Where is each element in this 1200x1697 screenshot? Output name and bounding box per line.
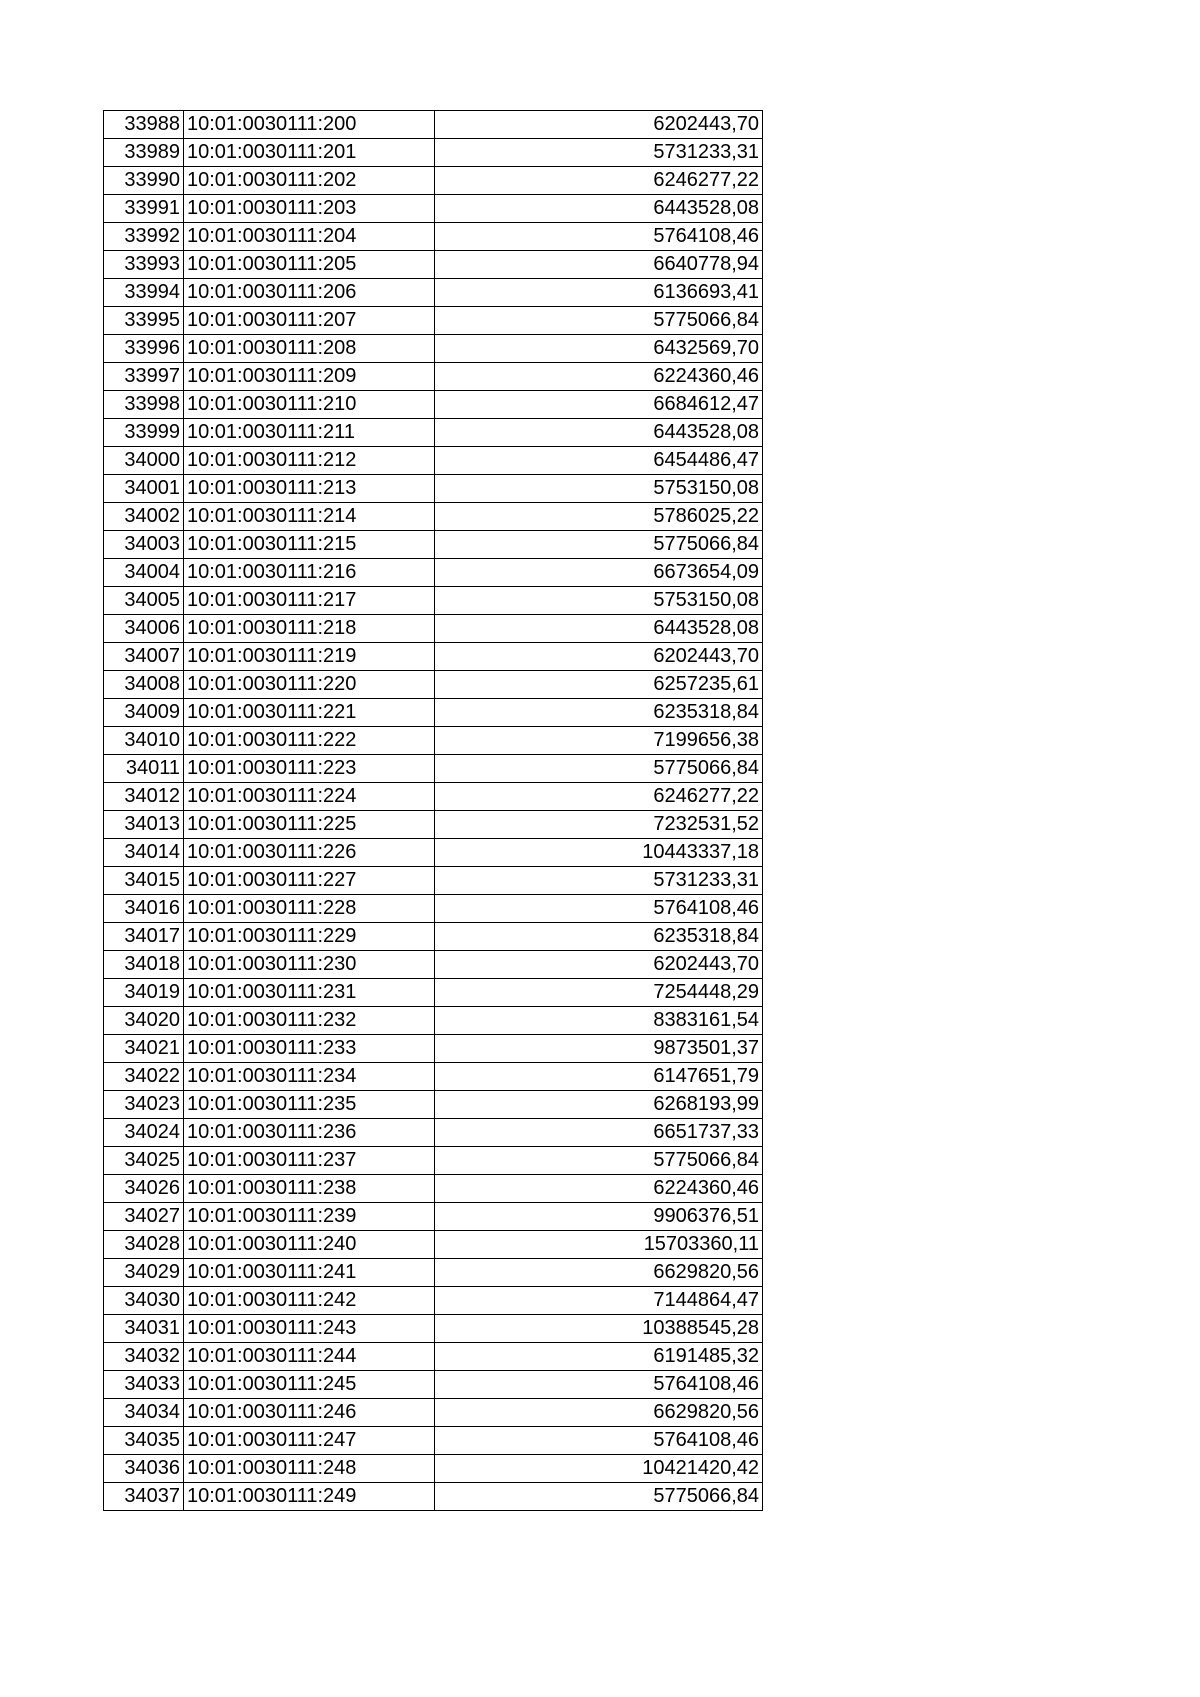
- cadastral-number-cell: 10:01:0030111:242: [184, 1287, 435, 1315]
- cadastral-number-cell: 10:01:0030111:217: [184, 587, 435, 615]
- cadastral-number-cell: 10:01:0030111:237: [184, 1147, 435, 1175]
- cadastral-value-cell: 5764108,46: [435, 1427, 763, 1455]
- row-number-cell: 34001: [104, 475, 184, 503]
- row-number-cell: 34004: [104, 559, 184, 587]
- table-row: [104, 531, 763, 559]
- cadastral-value-cell: 6202443,70: [435, 643, 763, 671]
- cadastral-number-cell: 10:01:0030111:207: [184, 307, 435, 335]
- cadastral-number-cell: 10:01:0030111:229: [184, 923, 435, 951]
- row-number-cell: 34022: [104, 1063, 184, 1091]
- row-number-cell: 33988: [104, 111, 184, 139]
- cadastral-value-cell: 5753150,08: [435, 475, 763, 503]
- cadastral-number-cell: 10:01:0030111:249: [184, 1483, 435, 1511]
- cadastral-number-cell: 10:01:0030111:227: [184, 867, 435, 895]
- row-number-cell: 33993: [104, 251, 184, 279]
- cadastral-value-cell: 5753150,08: [435, 587, 763, 615]
- cadastral-value-cell: 10421420,42: [435, 1455, 763, 1483]
- cadastral-value-cell: 6629820,56: [435, 1399, 763, 1427]
- row-number-cell: 34035: [104, 1427, 184, 1455]
- cadastral-number-cell: 10:01:0030111:226: [184, 839, 435, 867]
- cadastral-value-cell: 9873501,37: [435, 1035, 763, 1063]
- cadastral-value-cell: 6246277,22: [435, 783, 763, 811]
- table-row: [104, 615, 763, 643]
- row-number-cell: 34020: [104, 1007, 184, 1035]
- cadastral-number-cell: 10:01:0030111:215: [184, 531, 435, 559]
- cadastral-number-cell: 10:01:0030111:201: [184, 139, 435, 167]
- cadastral-value-cell: 6235318,84: [435, 699, 763, 727]
- cadastral-number-cell: 10:01:0030111:210: [184, 391, 435, 419]
- table-row: [104, 895, 763, 923]
- row-number-cell: 34002: [104, 503, 184, 531]
- cadastral-value-cell: 6443528,08: [435, 195, 763, 223]
- row-number-cell: 34025: [104, 1147, 184, 1175]
- cadastral-value-cell: 7144864,47: [435, 1287, 763, 1315]
- cadastral-value-cell: 5764108,46: [435, 1371, 763, 1399]
- cadastral-number-cell: 10:01:0030111:219: [184, 643, 435, 671]
- cadastral-number-cell: 10:01:0030111:240: [184, 1231, 435, 1259]
- row-number-cell: 33999: [104, 419, 184, 447]
- row-number-cell: 34014: [104, 839, 184, 867]
- row-number-cell: 34037: [104, 1483, 184, 1511]
- cadastral-number-cell: 10:01:0030111:239: [184, 1203, 435, 1231]
- cadastral-number-cell: 10:01:0030111:243: [184, 1315, 435, 1343]
- table-row: [104, 139, 763, 167]
- table-row: [104, 1147, 763, 1175]
- table-row: [104, 839, 763, 867]
- cadastral-number-cell: 10:01:0030111:204: [184, 223, 435, 251]
- row-number-cell: 34032: [104, 1343, 184, 1371]
- table-row: [104, 335, 763, 363]
- cadastral-number-cell: 10:01:0030111:241: [184, 1259, 435, 1287]
- cadastral-value-cell: 6684612,47: [435, 391, 763, 419]
- row-number-cell: 34009: [104, 699, 184, 727]
- cadastral-number-cell: 10:01:0030111:234: [184, 1063, 435, 1091]
- cadastral-number-cell: 10:01:0030111:220: [184, 671, 435, 699]
- table-row: [104, 1063, 763, 1091]
- cadastral-number-cell: 10:01:0030111:221: [184, 699, 435, 727]
- cadastral-value-cell: 6454486,47: [435, 447, 763, 475]
- table-row: [104, 195, 763, 223]
- table-row: [104, 1399, 763, 1427]
- cadastral-number-cell: 10:01:0030111:203: [184, 195, 435, 223]
- cadastral-number-cell: 10:01:0030111:206: [184, 279, 435, 307]
- table-row: [104, 1427, 763, 1455]
- row-number-cell: 34000: [104, 447, 184, 475]
- table-row: [104, 1371, 763, 1399]
- cadastral-number-cell: 10:01:0030111:223: [184, 755, 435, 783]
- row-number-cell: 33992: [104, 223, 184, 251]
- cadastral-number-cell: 10:01:0030111:236: [184, 1119, 435, 1147]
- row-number-cell: 34006: [104, 615, 184, 643]
- cadastral-number-cell: 10:01:0030111:211: [184, 419, 435, 447]
- row-number-cell: 34027: [104, 1203, 184, 1231]
- cadastral-number-cell: 10:01:0030111:214: [184, 503, 435, 531]
- table-body: [104, 111, 763, 1511]
- row-number-cell: 34019: [104, 979, 184, 1007]
- row-number-cell: 34033: [104, 1371, 184, 1399]
- table-row: [104, 699, 763, 727]
- table-row: [104, 923, 763, 951]
- table-row: [104, 1455, 763, 1483]
- cadastral-value-cell: 6246277,22: [435, 167, 763, 195]
- cadastral-value-cell: 9906376,51: [435, 1203, 763, 1231]
- row-number-cell: 33997: [104, 363, 184, 391]
- cadastral-number-cell: 10:01:0030111:222: [184, 727, 435, 755]
- table-row: [104, 1119, 763, 1147]
- cadastral-number-cell: 10:01:0030111:224: [184, 783, 435, 811]
- cadastral-value-cell: 5775066,84: [435, 1147, 763, 1175]
- cadastral-value-cell: 6432569,70: [435, 335, 763, 363]
- table-row: [104, 307, 763, 335]
- table-row: [104, 1175, 763, 1203]
- row-number-cell: 34030: [104, 1287, 184, 1315]
- table-row: [104, 1231, 763, 1259]
- row-number-cell: 34013: [104, 811, 184, 839]
- row-number-cell: 34012: [104, 783, 184, 811]
- table-row: [104, 1315, 763, 1343]
- row-number-cell: 34011: [104, 755, 184, 783]
- table-row: [104, 1035, 763, 1063]
- table-row: [104, 475, 763, 503]
- table-row: [104, 419, 763, 447]
- cadastral-number-cell: 10:01:0030111:228: [184, 895, 435, 923]
- row-number-cell: 34036: [104, 1455, 184, 1483]
- cadastral-number-cell: 10:01:0030111:248: [184, 1455, 435, 1483]
- cadastral-value-cell: 7232531,52: [435, 811, 763, 839]
- row-number-cell: 34029: [104, 1259, 184, 1287]
- cadastral-value-table: [103, 110, 763, 1511]
- row-number-cell: 34008: [104, 671, 184, 699]
- table-row: [104, 111, 763, 139]
- row-number-cell: 33989: [104, 139, 184, 167]
- cadastral-value-cell: 5775066,84: [435, 307, 763, 335]
- table-row: [104, 1007, 763, 1035]
- table-row: [104, 503, 763, 531]
- cadastral-number-cell: 10:01:0030111:231: [184, 979, 435, 1007]
- cadastral-value-cell: 6191485,32: [435, 1343, 763, 1371]
- table-row: [104, 251, 763, 279]
- cadastral-value-cell: 5764108,46: [435, 223, 763, 251]
- cadastral-number-cell: 10:01:0030111:209: [184, 363, 435, 391]
- row-number-cell: 34005: [104, 587, 184, 615]
- cadastral-number-cell: 10:01:0030111:200: [184, 111, 435, 139]
- cadastral-number-cell: 10:01:0030111:244: [184, 1343, 435, 1371]
- row-number-cell: 34034: [104, 1399, 184, 1427]
- cadastral-number-cell: 10:01:0030111:238: [184, 1175, 435, 1203]
- table-row: [104, 1343, 763, 1371]
- table-row: [104, 727, 763, 755]
- cadastral-value-cell: 10388545,28: [435, 1315, 763, 1343]
- row-number-cell: 34031: [104, 1315, 184, 1343]
- cadastral-value-cell: 5775066,84: [435, 755, 763, 783]
- row-number-cell: 34024: [104, 1119, 184, 1147]
- cadastral-value-cell: 6640778,94: [435, 251, 763, 279]
- row-number-cell: 33991: [104, 195, 184, 223]
- cadastral-number-cell: 10:01:0030111:208: [184, 335, 435, 363]
- table-row: [104, 167, 763, 195]
- cadastral-value-cell: 6136693,41: [435, 279, 763, 307]
- row-number-cell: 33990: [104, 167, 184, 195]
- table-row: [104, 559, 763, 587]
- row-number-cell: 34018: [104, 951, 184, 979]
- cadastral-value-cell: 6443528,08: [435, 419, 763, 447]
- cadastral-value-cell: 6257235,61: [435, 671, 763, 699]
- cadastral-number-cell: 10:01:0030111:218: [184, 615, 435, 643]
- cadastral-value-cell: 6202443,70: [435, 951, 763, 979]
- cadastral-number-cell: 10:01:0030111:245: [184, 1371, 435, 1399]
- cadastral-value-cell: 5731233,31: [435, 867, 763, 895]
- row-number-cell: 33995: [104, 307, 184, 335]
- row-number-cell: 34010: [104, 727, 184, 755]
- row-number-cell: 34003: [104, 531, 184, 559]
- cadastral-value-cell: 6147651,79: [435, 1063, 763, 1091]
- table-row: [104, 671, 763, 699]
- row-number-cell: 33994: [104, 279, 184, 307]
- cadastral-value-cell: 5786025,22: [435, 503, 763, 531]
- cadastral-value-cell: 6224360,46: [435, 1175, 763, 1203]
- cadastral-number-cell: 10:01:0030111:233: [184, 1035, 435, 1063]
- row-number-cell: 34028: [104, 1231, 184, 1259]
- table-row: [104, 643, 763, 671]
- table-row: [104, 587, 763, 615]
- row-number-cell: 34023: [104, 1091, 184, 1119]
- cadastral-number-cell: 10:01:0030111:225: [184, 811, 435, 839]
- cadastral-number-cell: 10:01:0030111:202: [184, 167, 435, 195]
- row-number-cell: 34021: [104, 1035, 184, 1063]
- cadastral-value-cell: 5775066,84: [435, 1483, 763, 1511]
- table-row: [104, 223, 763, 251]
- cadastral-value-cell: 8383161,54: [435, 1007, 763, 1035]
- cadastral-value-cell: 6224360,46: [435, 363, 763, 391]
- table-row: [104, 1483, 763, 1511]
- row-number-cell: 33996: [104, 335, 184, 363]
- row-number-cell: 34016: [104, 895, 184, 923]
- cadastral-value-cell: 10443337,18: [435, 839, 763, 867]
- cadastral-number-cell: 10:01:0030111:246: [184, 1399, 435, 1427]
- table-row: [104, 279, 763, 307]
- cadastral-number-cell: 10:01:0030111:232: [184, 1007, 435, 1035]
- cadastral-number-cell: 10:01:0030111:230: [184, 951, 435, 979]
- cadastral-number-cell: 10:01:0030111:216: [184, 559, 435, 587]
- cadastral-number-cell: 10:01:0030111:212: [184, 447, 435, 475]
- table-row: [104, 755, 763, 783]
- table-row: [104, 951, 763, 979]
- table-row: [104, 867, 763, 895]
- cadastral-value-cell: 7199656,38: [435, 727, 763, 755]
- cadastral-value-cell: 6235318,84: [435, 923, 763, 951]
- table-row: [104, 447, 763, 475]
- table-row: [104, 811, 763, 839]
- cadastral-value-cell: 15703360,11: [435, 1231, 763, 1259]
- table-row: [104, 1091, 763, 1119]
- table-row: [104, 1287, 763, 1315]
- row-number-cell: 33998: [104, 391, 184, 419]
- cadastral-number-cell: 10:01:0030111:235: [184, 1091, 435, 1119]
- row-number-cell: 34017: [104, 923, 184, 951]
- cadastral-value-cell: 5764108,46: [435, 895, 763, 923]
- cadastral-value-cell: 6443528,08: [435, 615, 763, 643]
- table-row: [104, 1203, 763, 1231]
- cadastral-value-cell: 5731233,31: [435, 139, 763, 167]
- cadastral-number-cell: 10:01:0030111:205: [184, 251, 435, 279]
- row-number-cell: 34007: [104, 643, 184, 671]
- cadastral-value-cell: 7254448,29: [435, 979, 763, 1007]
- cadastral-number-cell: 10:01:0030111:247: [184, 1427, 435, 1455]
- cadastral-value-cell: 6629820,56: [435, 1259, 763, 1287]
- table-row: [104, 979, 763, 1007]
- table-row: [104, 391, 763, 419]
- table-row: [104, 783, 763, 811]
- cadastral-value-cell: 6268193,99: [435, 1091, 763, 1119]
- table-row: [104, 363, 763, 391]
- cadastral-value-cell: 6651737,33: [435, 1119, 763, 1147]
- row-number-cell: 34015: [104, 867, 184, 895]
- table-row: [104, 1259, 763, 1287]
- cadastral-value-cell: 6202443,70: [435, 111, 763, 139]
- row-number-cell: 34026: [104, 1175, 184, 1203]
- cadastral-value-cell: 6673654,09: [435, 559, 763, 587]
- cadastral-number-cell: 10:01:0030111:213: [184, 475, 435, 503]
- cadastral-value-cell: 5775066,84: [435, 531, 763, 559]
